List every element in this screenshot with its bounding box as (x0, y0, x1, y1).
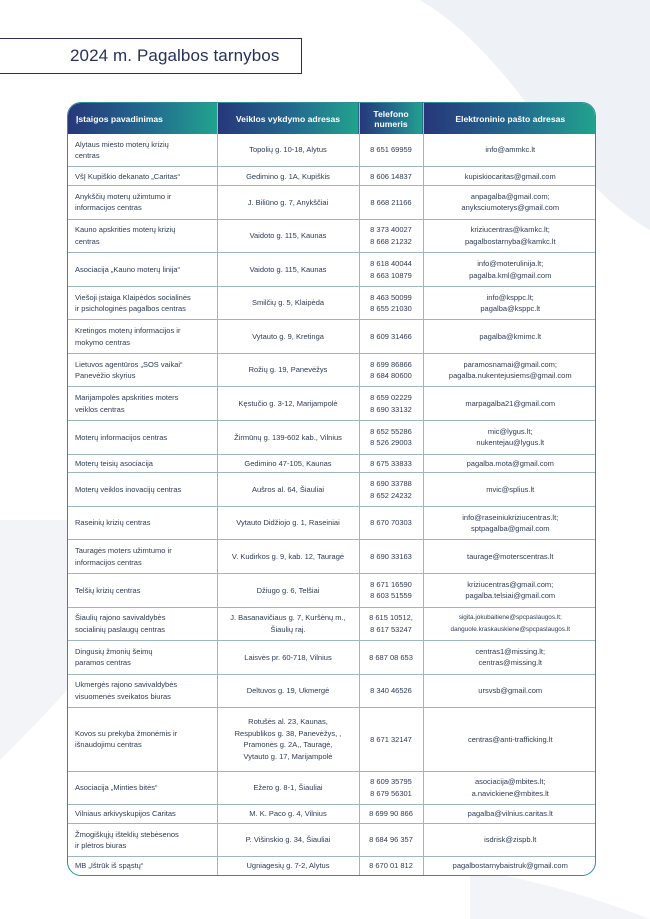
cell-address (217, 167, 359, 186)
cell-address (217, 574, 359, 608)
cell-phone-line: 8 684 80600 (370, 371, 412, 381)
cell-address-line: Kęstučio g. 3-12, Marijampolė (238, 399, 338, 409)
cell-email[interactable] (423, 857, 596, 875)
cell-address (217, 454, 359, 473)
cell-address (217, 320, 359, 354)
cell-address (217, 286, 359, 320)
cell-phone-line: 8 615 10512, (369, 613, 413, 623)
cell-address (217, 421, 359, 455)
cell-phone-line: 8 699 86866 (370, 359, 412, 369)
table-row (68, 167, 596, 186)
table-row (68, 387, 596, 421)
cell-name-line: mokymo centras (75, 337, 131, 347)
cell-address-line: Deltuvos g. 19, Ukmergė (246, 686, 330, 696)
cell-email-line: info@ammkc.lt (485, 145, 536, 155)
cell-email-line: danguole.kraskauskiene@spcpaslaugos.lt (450, 625, 570, 633)
cell-email-line: isdrisk@zispb.lt (484, 835, 537, 845)
cell-phone-line: 8 609 31466 (370, 331, 412, 341)
cell-phone (359, 708, 423, 771)
cell-name-line: Anykščių moterų užimtumo ir (75, 191, 172, 201)
cell-phone (359, 607, 423, 641)
cell-email-line: pagalba@kmimc.lt (479, 331, 542, 341)
cell-email[interactable] (423, 805, 596, 824)
cell-name-line: VšĮ Kupiškio dekanato „Caritas“ (75, 171, 181, 181)
cell-address-line: Vytauto g. 17, Marijampolė (243, 751, 333, 761)
cell-address (217, 186, 359, 220)
cell-name-line: išnaudojimu centras (75, 740, 142, 750)
cell-address-line: Vytauto g. 9, Kretinga (252, 331, 324, 341)
cell-email[interactable] (423, 771, 596, 805)
cell-email-line: sigita.jokubaitiene@spcpaslaugos.lt; (458, 614, 562, 622)
cell-email-line: pagalba.nukentejusiems@gmail.com (448, 371, 572, 381)
cell-phone-line: 8 687 08 653 (369, 652, 413, 662)
cell-address (217, 674, 359, 708)
cell-address-line: Gedimino g. 1A, Kupiškis (246, 171, 330, 181)
cell-phone (359, 473, 423, 507)
cell-phone (359, 219, 423, 253)
cell-address-line: Vaidoto g. 115, Kaunas (249, 231, 327, 241)
cell-address-line: Respublikos g. 38, Panevėžys, , (234, 728, 342, 738)
cell-address-line: Ežero g. 8-1, Šiauliai (253, 783, 323, 793)
cell-name-line: ir plėtros biuras (75, 841, 127, 851)
cell-email-line: info@ksppc.lt; (486, 292, 534, 302)
cell-email[interactable] (423, 473, 596, 507)
cell-name-line: Ukmergės rajono savivaldybės (75, 680, 178, 690)
cell-phone-line: 8 526 29003 (370, 438, 412, 448)
cell-email-line: kriziucentras@gmail.com; (467, 579, 554, 589)
cell-address-line: Žirmūnų g. 139-602 kab., Vilnius (234, 432, 342, 442)
table-row (68, 771, 596, 805)
cell-phone (359, 387, 423, 421)
table-row (68, 823, 596, 857)
cell-name-line: informacijos centras (75, 557, 142, 567)
table-row (68, 641, 596, 675)
cell-address (217, 540, 359, 574)
cell-email[interactable] (423, 421, 596, 455)
cell-name-line: Dingusių žmonių šeimų (75, 646, 153, 656)
cell-phone-line: 8 668 21166 (370, 197, 412, 207)
cell-email-line: a.navickiene@mbites.lt (471, 788, 549, 798)
services-table (68, 103, 596, 875)
cell-name-line: Moterų teisių asociacija (75, 458, 153, 468)
cell-address-line: Vytauto Didžiojo g. 1, Raseiniai (236, 518, 340, 528)
cell-phone-line: 8 373 40027 (370, 225, 412, 235)
table-row (68, 320, 596, 354)
cell-phone (359, 320, 423, 354)
cell-address-line: Rotušės al. 23, Kaunas, (248, 717, 328, 727)
cell-email[interactable] (423, 286, 596, 320)
cell-name (68, 473, 217, 507)
cell-phone (359, 674, 423, 708)
cell-name-line: Raseinių krizių centras (75, 518, 151, 528)
table-row (68, 286, 596, 320)
cell-email-line: anpagalba@gmail.com; (470, 191, 550, 201)
table-row (68, 134, 596, 167)
cell-name (68, 421, 217, 455)
table-row (68, 219, 596, 253)
cell-address-line: Pramonės g. 2A,, Tauragė, (243, 740, 333, 750)
page-title: 2024 m. Pagalbos tarnybos (0, 38, 302, 74)
cell-email[interactable] (423, 134, 596, 167)
cell-email-line: asociacija@mbites.lt; (474, 777, 546, 787)
cell-email-line: info@moterulinija.lt; (477, 259, 544, 269)
cell-phone-line: 8 690 33163 (370, 551, 412, 561)
cell-phone-line: 8 670 01 812 (369, 861, 413, 871)
cell-address-line: Gedimino 47-105, Kaunas (244, 458, 332, 468)
cell-name-line: informacijos centras (75, 203, 142, 213)
cell-phone (359, 134, 423, 167)
cell-name-line: MB „Ištrūk iš spąstų“ (75, 861, 144, 871)
cell-phone-line: 8 609 35795 (370, 777, 412, 787)
table-row (68, 186, 596, 220)
cell-name (68, 823, 217, 857)
table-row (68, 506, 596, 540)
cell-name-line: Viešoji įstaiga Klaipėdos socialinės (75, 292, 191, 302)
cell-email[interactable] (423, 641, 596, 675)
cell-email-line: pagalba.mota@gmail.com (466, 458, 554, 468)
cell-phone-line: 8 699 90 866 (369, 809, 413, 819)
cell-address (217, 708, 359, 771)
cell-email[interactable] (423, 506, 596, 540)
cell-name-line: Asociacija „Minties bitės“ (75, 783, 158, 793)
cell-phone-line: 8 463 50099 (370, 292, 412, 302)
cell-name-line: centras (75, 151, 100, 161)
cell-address (217, 805, 359, 824)
cell-name (68, 286, 217, 320)
cell-phone-line: 8 668 21232 (370, 236, 412, 246)
table-row (68, 674, 596, 708)
cell-name (68, 771, 217, 805)
header-email: Elektroninio pašto adresas (423, 103, 596, 134)
cell-name (68, 320, 217, 354)
cell-phone-line: 8 606 14837 (370, 171, 412, 181)
cell-email-line: pagalba@vilnius.caritas.lt (467, 809, 553, 819)
cell-phone-line: 8 603 51559 (370, 591, 412, 601)
cell-email-line: mic@lygus.lt; (487, 426, 533, 436)
cell-address-line: Šiaulių raj. (270, 624, 306, 634)
header-phone: Telefono numeris (359, 103, 423, 134)
cell-phone-line: 8 679 56301 (370, 788, 412, 798)
cell-address (217, 607, 359, 641)
cell-phone-line: 8 670 70303 (370, 518, 412, 528)
cell-address-line: J. Biliūno g. 7, Anykščiai (247, 197, 329, 207)
cell-email[interactable] (423, 708, 596, 771)
cell-name (68, 540, 217, 574)
cell-phone-line: 8 651 69959 (370, 145, 412, 155)
cell-name-line: visuomenės sveikatos biuras (75, 691, 171, 701)
cell-phone (359, 253, 423, 287)
table-header (68, 103, 596, 134)
cell-name-line: Moterų veiklos inovacijų centras (75, 484, 182, 494)
cell-email-line: info@raseiniukriziucentras.lt; (462, 512, 559, 522)
cell-address (217, 353, 359, 387)
table-row (68, 857, 596, 875)
cell-email[interactable] (423, 823, 596, 857)
table-body (68, 134, 596, 875)
cell-email-line: pagalba@ksppc.lt (480, 304, 541, 314)
cell-phone-line: 8 690 33132 (370, 404, 412, 414)
cell-phone (359, 823, 423, 857)
cell-email[interactable] (423, 540, 596, 574)
cell-phone (359, 353, 423, 387)
cell-name-line: Alytaus miesto moterų krizių (75, 139, 169, 149)
cell-address-line: Rožių g. 19, Panevėžys (248, 365, 328, 375)
cell-phone (359, 540, 423, 574)
cell-email[interactable] (423, 253, 596, 287)
table-row (68, 540, 596, 574)
cell-name-line: Kretingos moterų informacijos ir (75, 326, 181, 336)
cell-name (68, 708, 217, 771)
cell-name-line: Asociacija „Kauno moterų linija“ (75, 264, 181, 274)
cell-phone (359, 186, 423, 220)
cell-email-line: anyksciumoterys@gmail.com (461, 203, 560, 213)
cell-phone-line: 8 652 24232 (370, 490, 412, 500)
cell-phone (359, 771, 423, 805)
table-row (68, 607, 596, 641)
cell-name (68, 253, 217, 287)
cell-email-line: sptpagalba@gmail.com (471, 524, 550, 534)
cell-name (68, 857, 217, 875)
cell-name (68, 506, 217, 540)
cell-email-line: mvic@splius.lt (486, 484, 535, 494)
cell-phone (359, 857, 423, 875)
cell-name (68, 353, 217, 387)
cell-phone (359, 167, 423, 186)
cell-address-line: Aušros al. 64, Šiauliai (251, 484, 325, 494)
cell-name (68, 167, 217, 186)
cell-email-line: centras@anti-trafficking.lt (467, 734, 553, 744)
cell-phone-line: 8 618 40044 (370, 259, 412, 269)
cell-name-line: socialinių paslaugų centras (75, 624, 166, 634)
cell-phone (359, 506, 423, 540)
table-row (68, 805, 596, 824)
cell-email-line: paramosnamai@gmail.com; (463, 359, 557, 369)
cell-name-line: centras (75, 236, 100, 246)
cell-address (217, 219, 359, 253)
cell-name-line: paramos centras (75, 658, 131, 668)
cell-name (68, 674, 217, 708)
table-row (68, 421, 596, 455)
cell-email[interactable] (423, 320, 596, 354)
cell-address (217, 823, 359, 857)
table-row (68, 454, 596, 473)
cell-email-line: centras1@missing.lt; (475, 646, 546, 656)
cell-name (68, 186, 217, 220)
header-row (68, 103, 596, 134)
cell-name (68, 134, 217, 167)
cell-name-line: veiklos centras (75, 404, 125, 414)
cell-name-line: Panevėžio skyrius (75, 371, 136, 381)
cell-address-line: V. Kudirkos g. 9, kab. 12, Tauragė (231, 551, 345, 561)
table-row (68, 473, 596, 507)
cell-name-line: Moterų informacijos centras (75, 432, 168, 442)
cell-address-line: Laisvės pr. 60-718, Vilnius (244, 652, 332, 662)
cell-phone (359, 805, 423, 824)
cell-address (217, 387, 359, 421)
table-row (68, 708, 596, 771)
cell-email-line: pagalba.kml@gmail.com (469, 270, 552, 280)
cell-phone-line: 8 617 53247 (370, 624, 412, 634)
cell-phone-line: 8 659 02229 (370, 393, 412, 403)
cell-email[interactable] (423, 454, 596, 473)
table-row (68, 574, 596, 608)
cell-name-line: Šiaulių rajono savivaldybės (75, 613, 166, 623)
cell-email[interactable] (423, 167, 596, 186)
cell-name (68, 805, 217, 824)
cell-name (68, 454, 217, 473)
cell-email[interactable] (423, 186, 596, 220)
cell-name-line: Marijampolės apskrities moters (75, 393, 179, 403)
cell-address-line: Smilčių g. 5, Klaipėda (251, 298, 325, 308)
cell-name (68, 387, 217, 421)
cell-name-line: Telšių krizių centras (75, 585, 141, 595)
table-row (68, 253, 596, 287)
cell-address-line: M. K. Paco g. 4, Vilnius (249, 809, 327, 819)
cell-address-line: J. Basanavičiaus g. 7, Kuršėnų m., (230, 613, 346, 623)
cell-name-line: Žmogiškųjų išteklių stebėsenos (75, 829, 179, 839)
cell-name (68, 641, 217, 675)
cell-address-line: Vaidoto g. 115, Kaunas (249, 264, 327, 274)
cell-phone (359, 574, 423, 608)
cell-email-line: kupiskiocaritas@gmail.com (464, 171, 556, 181)
cell-email[interactable] (423, 574, 596, 608)
cell-email-line: ursvsb@gmail.com (478, 686, 543, 696)
cell-email-line: taurage@moterscentras.lt (467, 551, 554, 561)
cell-phone (359, 641, 423, 675)
cell-name (68, 219, 217, 253)
cell-name (68, 607, 217, 641)
cell-phone (359, 421, 423, 455)
header-address: Veiklos vykdymo adresas (217, 103, 359, 134)
cell-address (217, 473, 359, 507)
header-name: Įstaigos pavadinimas (68, 103, 217, 134)
cell-phone-line: 8 655 21030 (370, 304, 412, 314)
cell-phone (359, 454, 423, 473)
cell-address-line: P. Višinskio g. 34, Šiauliai (245, 835, 331, 845)
cell-email[interactable] (423, 219, 596, 253)
cell-phone-line: 8 675 33833 (370, 458, 412, 468)
cell-email-line: pagalbostarnyba@kamkc.lt (464, 236, 556, 246)
cell-name-line: Kovos su prekyba žmonėmis ir (75, 728, 178, 738)
cell-email[interactable] (423, 674, 596, 708)
cell-name-line: Vilniaus arkivyskupijos Caritas (75, 809, 176, 819)
cell-address (217, 134, 359, 167)
cell-name-line: Lietuvos agentūros „SOS vaikai“ (75, 359, 183, 369)
cell-email-line: pagalbostarnybaistruk@gmail.com (452, 861, 568, 871)
cell-email[interactable] (423, 353, 596, 387)
cell-phone-line: 8 684 96 357 (369, 835, 413, 845)
cell-email[interactable] (423, 387, 596, 421)
cell-address-line: Ugniagesių g. 7-2, Alytus (246, 861, 330, 871)
table-row (68, 353, 596, 387)
cell-phone-line: 8 671 16590 (370, 579, 412, 589)
cell-email[interactable] (423, 607, 596, 641)
cell-address-line: Džiugo g. 6, Telšiai (256, 585, 320, 595)
cell-phone-line: 8 340 46526 (370, 686, 412, 696)
cell-email-line: nukentejau@lygus.lt (476, 438, 545, 448)
cell-phone (359, 286, 423, 320)
cell-name-line: Kauno apskrities moterų krizių (75, 225, 176, 235)
cell-email-line: centras@missing.lt (478, 658, 542, 668)
cell-phone-line: 8 652 55286 (370, 426, 412, 436)
services-table-container (67, 102, 596, 876)
cell-phone-line: 8 671 32147 (370, 734, 412, 744)
cell-name-line: Tauragės moters užimtumo ir (75, 546, 172, 556)
cell-email-line: pagalba.telsiai@gmail.com (465, 591, 556, 601)
cell-address (217, 857, 359, 875)
cell-address (217, 641, 359, 675)
cell-phone-line: 8 690 33788 (370, 479, 412, 489)
cell-address (217, 253, 359, 287)
cell-email-line: kriziucentras@kamkc.lt; (470, 225, 550, 235)
cell-address-line: Topolių g. 10-18, Alytus (249, 145, 327, 155)
cell-name (68, 574, 217, 608)
cell-address (217, 771, 359, 805)
cell-name-line: ir psichologinės pagalbos centras (75, 304, 186, 314)
cell-phone-line: 8 663 10879 (370, 270, 412, 280)
cell-email-line: marpagalba21@gmail.com (465, 399, 556, 409)
cell-address (217, 506, 359, 540)
